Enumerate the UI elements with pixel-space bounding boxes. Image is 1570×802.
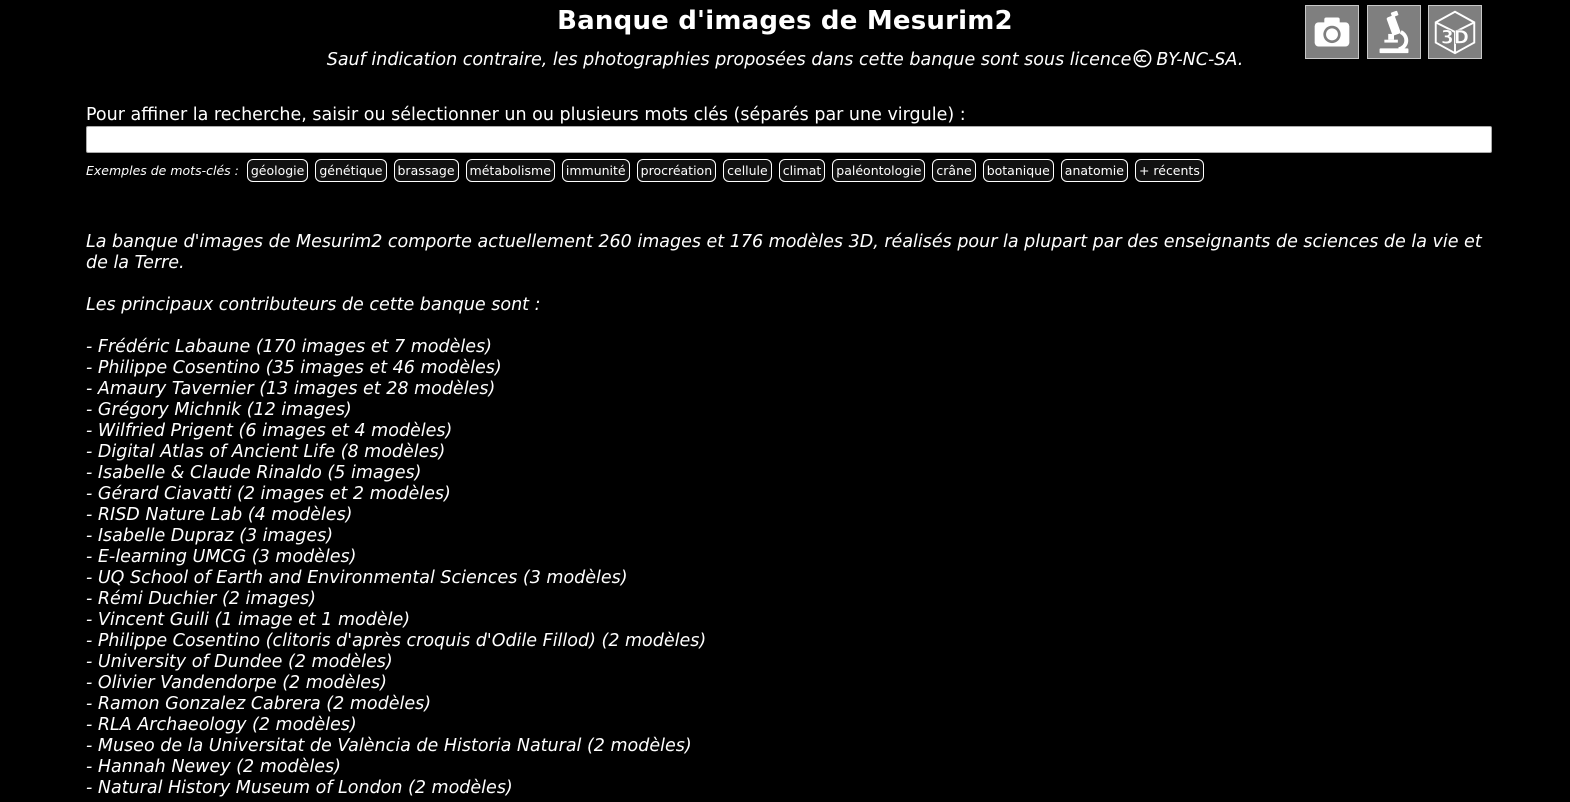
contributor-item: - University of Dundee (2 modèles) <box>86 652 393 672</box>
3d-cube-icon <box>1429 6 1481 58</box>
3d-button[interactable] <box>1428 5 1482 59</box>
contributor-item: - Rémi Duchier (2 images) <box>86 589 316 609</box>
camera-icon <box>1306 6 1358 58</box>
keyword-anatomie[interactable]: anatomie <box>1061 159 1128 182</box>
keyword-climat[interactable]: climat <box>779 159 826 182</box>
contributor-item: - Grégory Michnik (12 images) <box>86 400 352 420</box>
contributor-item: - Digital Atlas of Ancient Life (8 modèles) <box>86 442 446 462</box>
contributor-item: - RLA Archaeology (2 modèles) <box>86 715 357 735</box>
keyword-brassage[interactable]: brassage <box>394 159 459 182</box>
keyword-crane[interactable]: crâne <box>932 159 975 182</box>
keyword-search-input[interactable] <box>86 126 1492 153</box>
license-prefix: Sauf indication contraire, les photographies proposées dans cette banque sont sous licence <box>326 50 1132 70</box>
keyword-immunite[interactable]: immunité <box>562 159 630 182</box>
contributors-heading: Les principaux contributeurs de cette banque sont : <box>86 295 541 315</box>
contributor-item: - Natural History Museum of London (2 modèles) <box>86 778 513 798</box>
contributor-item: - Museo de la Universitat de València de Historia Natural (2 modèles) <box>86 736 692 756</box>
contributor-item: - Amaury Tavernier (13 images et 28 modèles) <box>86 379 496 399</box>
contributor-item: - Philippe Cosentino (clitoris d'après croquis d'Odile Fillod) (2 modèles) <box>86 631 707 651</box>
contributor-item: - Isabelle Dupraz (3 images) <box>86 526 334 546</box>
contributor-item: - RISD Nature Lab (4 modèles) <box>86 505 353 525</box>
keyword-botanique[interactable]: botanique <box>983 159 1054 182</box>
keyword-examples <box>86 159 1211 182</box>
search-label: Pour affiner la recherche, saisir ou sélectionner un ou plusieurs mots clés (séparés par une virgule) : <box>86 105 966 125</box>
contributor-item: - Wilfried Prigent (6 images et 4 modèles) <box>86 421 453 441</box>
svg-text:3D: 3D <box>1441 27 1469 49</box>
contributor-item: - Vincent Guili (1 image et 1 modèle) <box>86 610 411 630</box>
intro-text: La banque d'images de Mesurim2 comporte actuellement 260 images et 176 modèles 3D, réalisés pour la plupart par des enseignants de sciences de la vie et de la Terre. <box>86 232 1482 273</box>
keyword-recents[interactable]: + récents <box>1135 159 1204 182</box>
keyword-procreation[interactable]: procréation <box>637 159 716 182</box>
microscope-icon <box>1368 6 1420 58</box>
keyword-geologie[interactable]: géologie <box>247 159 309 182</box>
contributor-item: - E-learning UMCG (3 modèles) <box>86 547 357 567</box>
main-content[interactable] <box>86 232 1506 798</box>
contributor-item: - Hannah Newey (2 modèles) <box>86 757 341 777</box>
keyword-genetique[interactable]: génétique <box>315 159 386 182</box>
keyword-cellule[interactable]: cellule <box>723 159 772 182</box>
contributor-item: - Philippe Cosentino (35 images et 46 modèles) <box>86 358 502 378</box>
contributor-item: - UQ School of Earth and Environmental Sciences (3 modèles) <box>86 568 628 588</box>
keyword-paleontologie[interactable]: paléontologie <box>832 159 925 182</box>
contributor-item: - Frédéric Labaune (170 images et 7 modèles) <box>86 337 492 357</box>
page-title: Banque d'images de Mesurim2 <box>557 6 1013 36</box>
license-suffix: BY-NC-SA. <box>1156 50 1244 70</box>
contributor-item: - Ramon Gonzalez Cabrera (2 modèles) <box>86 694 432 714</box>
contributor-item: - Olivier Vandendorpe (2 modèles) <box>86 673 387 693</box>
keyword-metabolisme[interactable]: métabolisme <box>466 159 555 182</box>
contributors-list <box>86 337 1506 799</box>
contributor-item: - Gérard Ciavatti (2 images et 2 modèles) <box>86 484 451 504</box>
examples-label: Exemples de mots-clés : <box>86 163 239 178</box>
page-header <box>0 0 1560 80</box>
creative-commons-icon <box>1133 49 1152 68</box>
microscope-button[interactable] <box>1367 5 1421 59</box>
contributor-item: - Isabelle & Claude Rinaldo (5 images) <box>86 463 422 483</box>
camera-button[interactable] <box>1305 5 1359 59</box>
